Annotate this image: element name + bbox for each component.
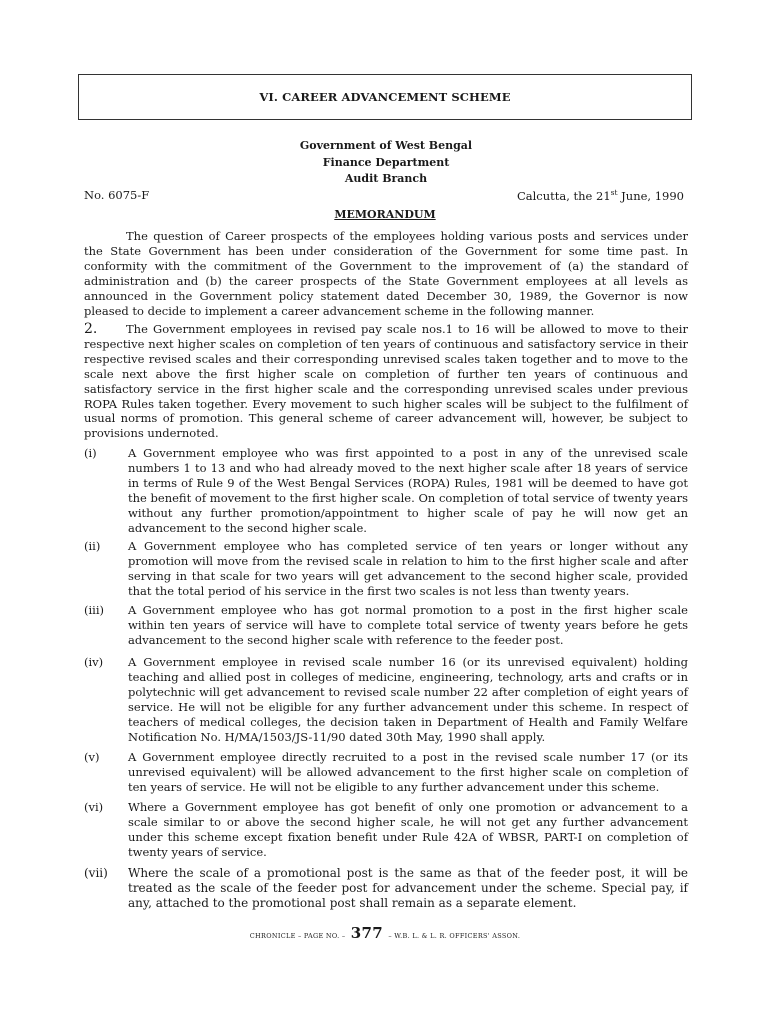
paragraph-2-number: 2.: [84, 321, 98, 337]
paragraph-2: [84, 322, 688, 441]
paragraph-1: The question of Career prospects of the employees holding various posts and services under the State Government has been under consideration of the Government for some time past. In conformity with the commitment of the Government to the improvement of (a) the standard of administration and (b) the career prospects of the State Government employees at all levels as announced in the Government policy statement dated December 30, 1989, the Governor is now pleased to decide to implement a career advancement scheme in the following manner.: [84, 229, 688, 318]
list-item-label: (i): [84, 446, 97, 460]
list-item-text: Where a Government employee has got benefit of only one promotion or advancement to a scale similar to or above the second higher scale, he will not get any further advancement under this scheme except fixation benefit under Rule 42A of WBSR, PART-I on completion of twenty years of service.: [128, 800, 688, 859]
list-item-label: (iii): [84, 603, 105, 617]
list-item-label: (iv): [84, 655, 104, 669]
footer-right: – W.B. L. & L. R. OFFICERS' ASSON.: [388, 932, 521, 940]
list-item-text: Where the scale of a promotional post is the same as that of the feeder post, it will be treated as the scale of the feeder post for advancement under the scheme. Special pay, if any, attached to the promotional post shall remain as a separate element.: [128, 866, 688, 910]
list-item-text: A Government employee who has got normal promotion to a post in the first higher scale within ten years of service will have to complete total service of twenty years before he gets advancement to the second higher scale with reference to the feeder post.: [128, 603, 688, 647]
list-item-label: (vi): [84, 800, 104, 814]
list-item-text: A Government employee who has completed service of ten years or longer without any promotion will move from the revised scale in relation to him to the first higher scale and after serving in that scale for two years will get advancement to the second higher scale, provided that the total period of his service in the first two scales is not less than twenty years.: [128, 539, 688, 598]
list-item-text: A Government employee who was first appointed to a post in any of the unrevised scale numbers 1 to 13 and who had already moved to the next higher scale after 18 years of service in terms of Rule 9 of the West Bengal Services (ROPA) Rules, 1981 will be deemed to have got the benefit of movement to the first higher scale. On completion of total service of twenty years without any further promotion/appointment to higher scale of pay he will now get an advancement to the second higher scale.: [128, 446, 688, 535]
memo-number: No. 6075-F: [84, 188, 150, 202]
section-title-box: [78, 74, 692, 120]
list-item-label: (v): [84, 750, 100, 764]
footer-left: CHRONICLE – PAGE NO. –: [249, 932, 346, 940]
paragraph-2-text: The Government employees in revised pay scale nos.1 to 16 will be allowed to move to their respective next higher scales on completion of ten years of continuous and satisfactory service in their respective revised scales and their corresponding unrevised scales taken together and to move to the scale next above the first higher scale on completion of further ten years of continuous and satisfactory service in the first higher scale and the corresponding unrevised scales under previous ROPA Rules taken together. Every movement to such higher scales will be subject to the fulfilment of usual norms of promotion. This general scheme of career advancement will, however, be subject to provisions undernoted.: [84, 322, 688, 441]
header-government: Government of West Bengal: [299, 139, 473, 152]
list-item-label: (ii): [84, 539, 101, 553]
list-item-text: A Government employee in revised scale number 16 (or its unrevised equivalent) holding teaching and allied post in colleges of medicine, engineering, technology, arts and crafts or in polytechnic will get advancement to revised scale number 22 after completion of eight years of service. He will not be eligible for any further advancement under this scheme. In respect of teachers of medical colleges, the decision taken in Department of Health and Family Welfare Notification No. H/MA/1503/JS-11/90 dated 30th May, 1990 shall apply.: [128, 655, 688, 744]
page-footer: [0, 924, 770, 942]
list-item-text: A Government employee directly recruited to a post in the revised scale number 17 (or its unrevised equivalent) will be allowed advancement to the first higher scale on completion of ten years of service. He will not be eligible to any further advancement under this scheme.: [128, 750, 688, 794]
header-department: Finance Department: [322, 155, 450, 169]
list-item-label: (vii): [84, 866, 108, 880]
header-branch: Audit Branch: [344, 172, 428, 185]
memo-date: Calcutta, the 21st June, 1990: [516, 188, 684, 203]
memo-header: [0, 138, 770, 188]
page-number: 377: [350, 924, 384, 942]
memorandum-heading: MEMORANDUM: [334, 208, 436, 221]
section-title: VI. CAREER ADVANCEMENT SCHEME: [259, 90, 511, 104]
